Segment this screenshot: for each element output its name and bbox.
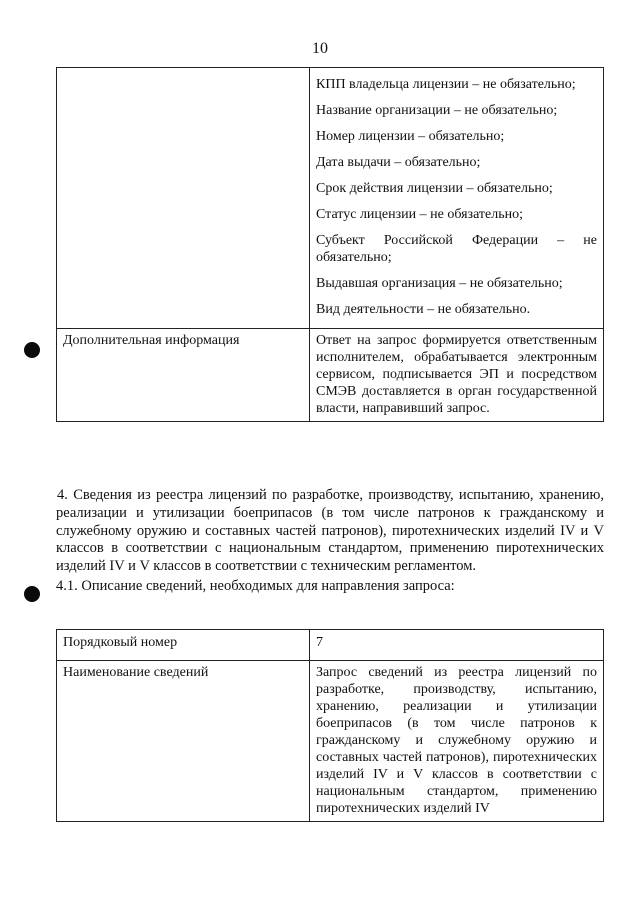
punch-hole-bottom: [24, 586, 40, 602]
serial-number-value: 7: [310, 630, 604, 661]
info-name-value: Запрос сведений из реестра лицензий по разработке, производству, испытанию, хранению, реализации и утилизации боеприпасов (в том числе патронов к гражданскому и служебному оружию и составных частей патронов), пиротехнических изделий IV и V классов в соответствии с национальным стандартом, применению пиротехнических изделий IV: [310, 661, 604, 822]
section-4: [56, 487, 604, 596]
table-row: [57, 630, 604, 661]
section-heading: 4. Сведения из реестра лицензий по разработке, производству, испытанию, хранению, реализации и утилизации боеприпасов (в том числе патронов к гражданскому и служебному оружию и составных частей патронов), пиротехнических изделий IV и V классов в соответствии с национальным стандартом, применению пиротехнических изделий IV и V классов в соответствии с техническим регламентом.: [56, 487, 604, 575]
table-row: [57, 329, 604, 422]
list-item: Название организации – не обязательно;: [316, 103, 558, 118]
punch-hole-top: [24, 342, 40, 358]
section-subheading: 4.1. Описание сведений, необходимых для направления запроса:: [56, 577, 455, 594]
list-item: Вид деятельности – не обязательно.: [316, 302, 531, 317]
list-item: Статус лицензии – не обязательно;: [316, 207, 524, 222]
list-item: КПП владельца лицензии – не обязательно;: [316, 77, 576, 92]
list-item: Срок действия лицензии – обязательно;: [316, 181, 553, 196]
table-row: [57, 661, 604, 822]
list-item: Субъект Российской Федерации – не обязательно;: [316, 233, 597, 265]
serial-number-label: Порядковый номер: [57, 630, 310, 661]
table-cell-empty: [57, 68, 310, 329]
list-item: Выдавшая организация – не обязательно;: [316, 276, 563, 291]
additional-info-value: Ответ на запрос формируется ответственным исполнителем, обрабатывается электронным сервисом, подписывается ЭП и посредством СМЭВ доставляется в орган государственной власти, направивший запрос.: [310, 329, 604, 422]
license-fields-table: [56, 67, 604, 422]
page-number: 10: [312, 40, 328, 57]
list-item: Дата выдачи – обязательно;: [316, 155, 481, 170]
request-description-table: [56, 629, 604, 822]
table-row: [57, 68, 604, 329]
list-item: Номер лицензии – обязательно;: [316, 129, 505, 144]
additional-info-label: Дополнительная информация: [57, 329, 310, 422]
info-name-label: Наименование сведений: [57, 661, 310, 822]
license-fields-list: [310, 68, 604, 329]
